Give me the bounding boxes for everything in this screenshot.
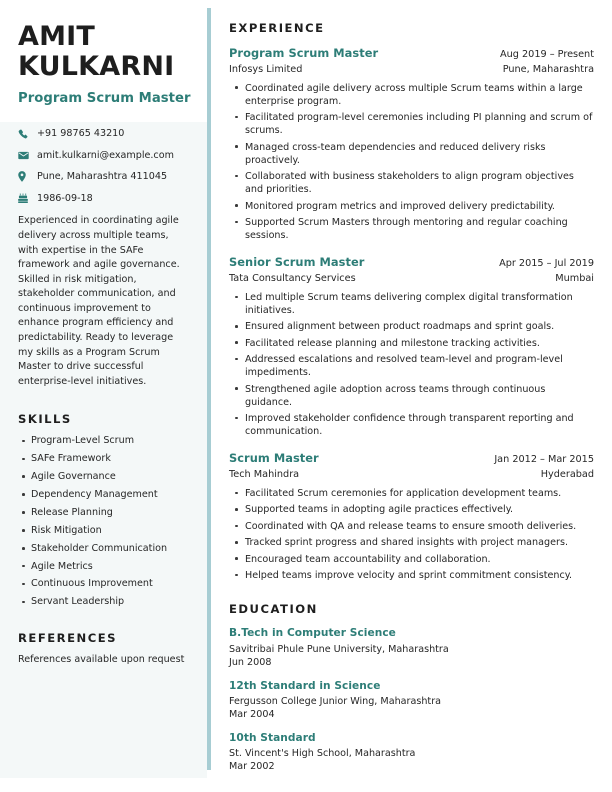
main-content xyxy=(229,0,594,784)
sidebar-content xyxy=(0,0,207,667)
candidate-first-name: AMIT xyxy=(18,21,96,52)
professional-summary: Experienced in coordinating agile delivery across multiple teams, with expertise in the SAFe framework and agile governance. Skilled in risk mitigation, stakeholder communication, and continuous improvement to enhance program efficiency and predictability. Ready to leverage my skills as a Program Scrum Master to drive successful enterprise-level initiatives. xyxy=(18,215,180,387)
job-bullet: Supported Scrum Masters through mentoring and regular coaching sessions. xyxy=(245,216,594,242)
experience-entry-header xyxy=(229,451,594,467)
job-bullet: Collaborated with business stakeholders to align program objectives and priorities. xyxy=(245,170,594,196)
job-bullet: Addressed escalations and resolved team-level and program-level impediments. xyxy=(245,353,594,379)
skill-item: SAFe Framework xyxy=(31,453,191,465)
job-location: Pune, Maharashtra xyxy=(502,64,594,76)
phone-icon xyxy=(18,128,31,139)
job-bullet-list xyxy=(229,487,594,582)
skill-item: Release Planning xyxy=(31,507,191,519)
location-pin-icon xyxy=(18,171,31,182)
job-bullet: Managed cross-team dependencies and reduced delivery risks proactively. xyxy=(245,141,594,167)
job-title: Senior Scrum Master xyxy=(229,255,365,270)
skill-item: Servant Leadership xyxy=(31,596,191,608)
job-date-range: Aug 2019 – Present xyxy=(500,49,594,60)
skill-item: Program-Level Scrum xyxy=(31,435,191,447)
job-bullet: Led multiple Scrum teams delivering complex digital transformation initiatives. xyxy=(245,291,594,317)
skill-item: Dependency Management xyxy=(31,489,191,501)
job-bullet: Supported teams in adopting agile practices effectively. xyxy=(245,503,594,516)
job-organization: Tech Mahindra xyxy=(229,469,300,481)
job-bullet: Coordinated with QA and release teams to ensure smooth deliveries. xyxy=(245,520,594,533)
job-bullet: Improved stakeholder confidence through transparent reporting and communication. xyxy=(245,412,594,438)
education-date: Mar 2004 xyxy=(229,708,275,720)
skill-item: Agile Governance xyxy=(31,471,191,483)
contact-list xyxy=(18,106,191,204)
contact-email xyxy=(18,150,191,162)
experience-entry-header xyxy=(229,255,594,271)
job-location: Mumbai xyxy=(555,273,594,285)
job-bullet: Facilitated program-level ceremonies including PI planning and scrum of scrums. xyxy=(245,112,593,137)
job-bullet: Helped teams improve velocity and sprint commitment consistency. xyxy=(245,569,594,582)
job-bullet: Ensured alignment between product roadmaps and sprint goals. xyxy=(245,320,594,333)
experience-heading: EXPERIENCE xyxy=(229,21,325,35)
candidate-role: Program Scrum Master xyxy=(18,91,191,107)
sidebar-divider xyxy=(207,8,211,770)
job-bullet-list xyxy=(229,82,594,242)
education-entry xyxy=(229,732,594,773)
job-title: Scrum Master xyxy=(229,451,319,466)
job-date-range: Apr 2015 – Jul 2019 xyxy=(499,258,594,270)
skill-item: Risk Mitigation xyxy=(31,525,191,537)
skill-item: Stakeholder Communication xyxy=(31,543,191,555)
references-heading: REFERENCES xyxy=(18,631,118,646)
job-bullet-list xyxy=(229,291,594,438)
contact-location xyxy=(18,171,191,183)
birthday-cake-icon xyxy=(18,193,31,204)
skill-item: Continuous Improvement xyxy=(31,578,191,590)
contact-email-value: amit.kulkarni@example.com xyxy=(37,149,174,161)
job-date-range: Jan 2012 – Mar 2015 xyxy=(494,454,594,466)
job-bullet: Encouraged team accountability and collaboration. xyxy=(245,553,594,566)
education-degree: 12th Standard in Science xyxy=(229,679,381,692)
candidate-last-name: KULKARNI xyxy=(18,51,175,83)
experience-entry-subheader xyxy=(229,467,594,482)
education-date: Jun 2008 xyxy=(229,656,272,668)
job-bullet: Tracked sprint progress and shared insights with project managers. xyxy=(245,536,594,549)
experience-entry xyxy=(229,46,594,242)
job-bullet: Facilitated release planning and milestone tracking activities. xyxy=(245,337,594,350)
education-degree: B.Tech in Computer Science xyxy=(229,627,396,640)
education-entry xyxy=(229,680,594,721)
references-text: References available upon request xyxy=(18,654,185,666)
education-date: Mar 2002 xyxy=(229,761,275,773)
contact-birthdate-value: 1986-09-18 xyxy=(37,192,93,204)
experience-entry xyxy=(229,451,594,582)
job-location: Hyderabad xyxy=(540,469,594,481)
job-organization: Tata Consultancy Services xyxy=(229,273,356,285)
contact-phone-value: +91 98765 43210 xyxy=(37,128,125,140)
sidebar xyxy=(0,0,207,778)
experience-entry-subheader xyxy=(229,62,594,77)
education-degree: 10th Standard xyxy=(229,732,316,744)
experience-entry-header xyxy=(229,46,594,62)
job-bullet: Coordinated agile delivery across multiple Scrum teams within a large enterprise program. xyxy=(245,82,594,108)
email-icon xyxy=(18,150,31,161)
job-organization: Infosys Limited xyxy=(229,64,303,76)
education-school: St. Vincent's High School, Maharashtra xyxy=(229,748,416,760)
education-school: Savitribai Phule Pune University, Maharashtra xyxy=(229,643,449,655)
education-heading: EDUCATION xyxy=(229,602,318,617)
job-bullet: Strengthened agile adoption across teams through continuous guidance. xyxy=(245,383,594,409)
contact-phone xyxy=(18,128,191,140)
experience-entry xyxy=(229,255,594,438)
experience-entry-subheader xyxy=(229,271,594,286)
skills-list xyxy=(18,435,191,608)
skills-heading: SKILLS xyxy=(18,412,72,427)
education-entry xyxy=(229,627,594,668)
contact-birthdate xyxy=(18,193,191,205)
job-bullet: Monitored program metrics and improved delivery predictability. xyxy=(245,200,594,213)
job-title: Program Scrum Master xyxy=(229,46,379,60)
job-bullet: Facilitated Scrum ceremonies for application development teams. xyxy=(245,487,594,500)
contact-location-value: Pune, Maharashtra 411045 xyxy=(37,171,168,183)
candidate-name xyxy=(18,0,191,82)
skill-item: Agile Metrics xyxy=(31,561,191,573)
education-school: Fergusson College Junior Wing, Maharashtra xyxy=(229,695,442,707)
